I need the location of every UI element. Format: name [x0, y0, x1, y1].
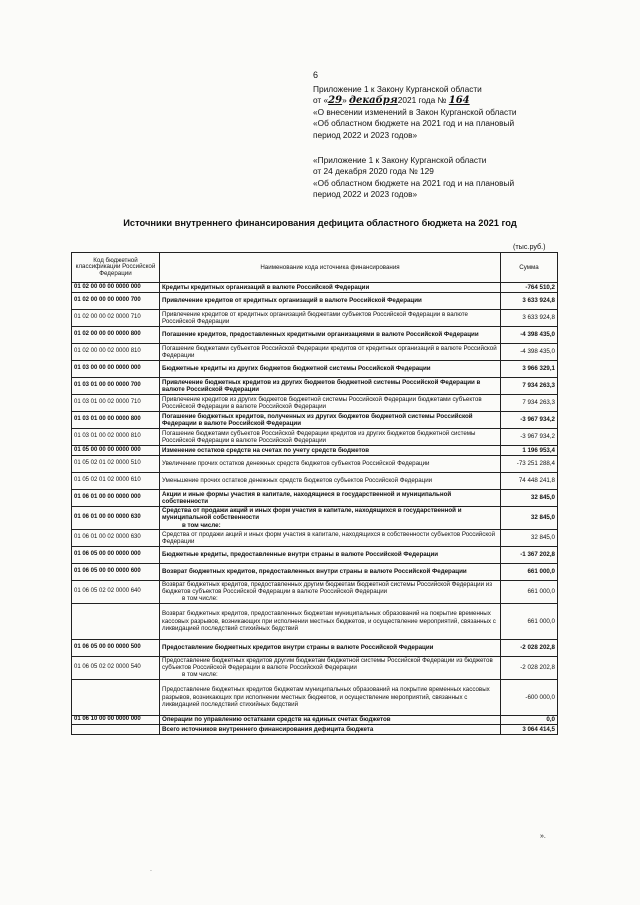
appendix-header: [313, 84, 613, 201]
column-header-sum: Сумма: [501, 253, 558, 283]
row-sum: -2 028 202,8: [501, 639, 558, 656]
handwritten-number: 164: [448, 95, 470, 107]
row-name: Погашение бюджетами субъектов Российской Федерации кредитов от кредитных организаций в валюте Российской Федерации: [160, 344, 501, 361]
table-row: [72, 715, 558, 724]
units-label: (тыс.руб.): [513, 242, 546, 251]
row-note: в том числе:: [182, 671, 218, 679]
table-row: [72, 327, 558, 344]
header-date-line: от «29» декабря2021 года № 164: [313, 95, 470, 107]
row-name: Бюджетные кредиты из других бюджетов бюджетной системы Российской Федерации: [160, 361, 501, 378]
financing-sources-table: [71, 252, 558, 735]
row-code: 01 05 00 00 00 0000 000: [72, 446, 160, 456]
row-sum: -764 510,2: [501, 283, 558, 293]
row-sum: -3 967 934,2: [501, 412, 558, 429]
row-sum: 661 000,0: [501, 603, 558, 639]
row-name: Погашение бюджетами субъектов Российской Федерации кредитов из других бюджетов бюджетной системы Российской Федерации в валюте Российской Федерации: [160, 429, 501, 446]
table-row: [72, 656, 558, 679]
row-name: Увеличение прочих остатков денежных средств бюджетов субъектов Российской Федерации: [160, 456, 501, 473]
table-row: [72, 724, 558, 734]
row-name: Операции по управлению остатками средств на единых счетах бюджетов: [160, 715, 501, 724]
row-sum: -600 000,0: [501, 679, 558, 715]
row-sum: -73 251 288,4: [501, 456, 558, 473]
row-code: 01 02 00 00 02 0000 810: [72, 344, 160, 361]
row-sum: 7 934 263,3: [501, 395, 558, 412]
row-code: 01 02 00 00 02 0000 710: [72, 310, 160, 327]
row-name: Акции и иные формы участия в капитале, находящиеся в государственной и муниципальной собственности: [160, 490, 501, 507]
row-sum: 74 448 241,8: [501, 473, 558, 490]
table-row: [72, 429, 558, 446]
row-code: 01 06 01 00 00 0000 000: [72, 490, 160, 507]
row-sum: 661 000,0: [501, 563, 558, 580]
row-name: Привлечение кредитов от кредитных организаций в валюте Российской Федерации: [160, 293, 501, 310]
table-row: [72, 563, 558, 580]
row-sum: 3 064 414,5: [501, 724, 558, 734]
row-note: в том числе:: [182, 595, 218, 603]
row-sum: 3 633 924,8: [501, 310, 558, 327]
table-row: [72, 490, 558, 507]
header-line: «Об областном бюджете на 2021 год и на плановый: [313, 177, 515, 188]
row-name: Погашение бюджетных кредитов, полученных из других бюджетов бюджетной системы Российской Федерации в валюте Российской Федерации: [160, 412, 501, 429]
handwritten-month: декабря: [349, 95, 398, 107]
header-line: период 2022 и 2023 годов»: [313, 129, 418, 140]
table-row: [72, 529, 558, 546]
row-name: Предоставление бюджетных кредитов бюджетам муниципальных образований на покрытие временных кассовых разрывов, возникающих при исполнении местных бюджетов, и осуществление мероприятий, связанных с ликвидацией последствий стихийных бедствий: [160, 679, 501, 715]
table-row: [72, 412, 558, 429]
row-note: в том числе:: [182, 521, 221, 529]
row-name: Привлечение бюджетных кредитов из других бюджетов бюджетной системы Российской Федерации в валюте Российской Федерации: [160, 378, 501, 395]
column-header-code: Код бюджетной классификации Российской Федерации: [72, 253, 160, 283]
row-code: 01 06 05 00 00 0000 000: [72, 546, 160, 563]
table-row: [72, 344, 558, 361]
row-code: 01 06 01 00 02 0000 630: [72, 529, 160, 546]
table-row: [72, 603, 558, 639]
row-sum: -2 028 202,8: [501, 656, 558, 679]
table-row: [72, 580, 558, 603]
handwritten-day: 29: [328, 95, 343, 107]
row-name: Бюджетные кредиты, предоставленные внутри страны в валюте Российской Федерации: [160, 546, 501, 563]
table-row: [72, 456, 558, 473]
row-sum: 3 966 329,1: [501, 361, 558, 378]
row-code: 01 02 00 00 00 0000 800: [72, 327, 160, 344]
row-name: Средства от продажи акций и иных форм участия в капитале, находящихся в собственности субъектов Российской Федерации: [160, 529, 501, 546]
row-code: 01 06 10 00 00 0000 000: [72, 715, 160, 724]
table-row: [72, 473, 558, 490]
row-code: 01 03 01 00 02 0000 810: [72, 429, 160, 446]
table-row: [72, 639, 558, 656]
row-name: Привлечение кредитов из других бюджетов бюджетной системы Российской Федерации бюджетами субъектов Российской Федерации в валюте Российской Федерации: [160, 395, 501, 412]
table-row: [72, 361, 558, 378]
header-line: «О внесении изменений в Закон Курганской области: [313, 106, 517, 117]
row-name: Уменьшение прочих остатков денежных средств бюджетов субъектов Российской Федерации: [160, 473, 501, 490]
page-speck: .: [150, 866, 152, 873]
row-sum: 32 845,0: [501, 529, 558, 546]
row-code: 01 06 01 00 00 0000 630: [72, 507, 160, 530]
row-name: Возврат бюджетных кредитов, предоставленных бюджетам муниципальных образований на покрытие временных кассовых разрывов, возникающих при исполнении местных бюджетов, и осуществление мероприятий, связанных с ликвидацией последствий стихийных бедствий: [160, 603, 501, 639]
row-name: Предоставление бюджетных кредитов другим бюджетам бюджетной системы Российской Федерации из бюджетов субъектов Российской Федерации в валюте Российской Федерации в том числе:: [160, 656, 501, 679]
row-code: 01 03 00 00 00 0000 000: [72, 361, 160, 378]
table-row: [72, 283, 558, 293]
row-sum: 3 633 924,8: [501, 293, 558, 310]
header-line: «Приложение 1 к Закону Курганской области: [313, 155, 487, 166]
table-row: [72, 446, 558, 456]
table-row: [72, 293, 558, 310]
row-code: 01 03 01 00 00 0000 700: [72, 378, 160, 395]
row-sum: 1 196 953,4: [501, 446, 558, 456]
table-row: [72, 679, 558, 715]
row-code: [72, 679, 160, 715]
row-code: [72, 724, 160, 734]
row-sum: 661 000,0: [501, 580, 558, 603]
row-name: Средства от продажи акций и иных форм участия в капитале, находящихся в государственной и муниципальной собственности в том числе:: [160, 507, 501, 530]
row-name: Возврат бюджетных кредитов, предоставленных другим бюджетам бюджетной системы Российской Федерации из бюджетов субъектов Российской Федерации в валюте Российской Федерации в том числе:: [160, 580, 501, 603]
row-name: Предоставление бюджетных кредитов внутри страны в валюте Российской Федерации: [160, 639, 501, 656]
table-row: [72, 546, 558, 563]
row-code: 01 05 02 01 02 0000 610: [72, 473, 160, 490]
row-sum: 32 845,0: [501, 490, 558, 507]
row-code: 01 06 05 02 02 0000 640: [72, 580, 160, 603]
header-line: «Об областном бюджете на 2021 год и на плановый: [313, 118, 515, 129]
row-code: [72, 603, 160, 639]
row-name: Привлечение кредитов от кредитных организаций бюджетами субъектов Российской Федерации в валюте Российской Федерации: [160, 310, 501, 327]
row-name: Погашение кредитов, предоставленных кредитными организациями в валюте Российской Федерации: [160, 327, 501, 344]
row-name: Всего источников внутреннего финансирования дефицита бюджета: [160, 724, 501, 734]
row-code: 01 06 05 00 00 0000 500: [72, 639, 160, 656]
row-name: Изменение остатков средств на счетах по учету средств бюджетов: [160, 446, 501, 456]
table-body: [72, 283, 558, 735]
table-row: [72, 378, 558, 395]
row-code: 01 05 02 01 02 0000 510: [72, 456, 160, 473]
row-code: 01 02 00 00 00 0000 700: [72, 293, 160, 310]
row-sum: -4 398 435,0: [501, 344, 558, 361]
column-header-name: Наименование кода источника финансирования: [160, 253, 501, 283]
closing-quote-mark: ».: [540, 833, 546, 840]
header-line: период 2022 и 2023 годов»: [313, 189, 418, 200]
table-row: [72, 310, 558, 327]
row-code: 01 06 05 02 02 0000 540: [72, 656, 160, 679]
row-sum: -3 967 934,2: [501, 429, 558, 446]
table-row: [72, 507, 558, 530]
table-row: [72, 395, 558, 412]
page-number: 6: [313, 70, 319, 80]
header-line: от 24 декабря 2020 года № 129: [313, 166, 434, 177]
row-code: 01 03 01 00 00 0000 800: [72, 412, 160, 429]
row-code: 01 03 01 00 02 0000 710: [72, 395, 160, 412]
row-sum: -4 398 435,0: [501, 327, 558, 344]
row-code: 01 02 00 00 00 0000 000: [72, 283, 160, 293]
row-sum: -1 367 202,8: [501, 546, 558, 563]
row-sum: 32 845,0: [501, 507, 558, 530]
row-name: Возврат бюджетных кредитов, предоставленных внутри страны в валюте Российской Федерации: [160, 563, 501, 580]
header-line: Приложение 1 к Закону Курганской области: [313, 84, 482, 94]
document-title: Источники внутреннего финансирования дефицита областного бюджета на 2021 год: [123, 218, 517, 228]
row-sum: 0,0: [501, 715, 558, 724]
row-sum: 7 934 263,3: [501, 378, 558, 395]
row-code: 01 06 05 00 00 0000 600: [72, 563, 160, 580]
row-name: Кредиты кредитных организаций в валюте Российской Федерации: [160, 283, 501, 293]
